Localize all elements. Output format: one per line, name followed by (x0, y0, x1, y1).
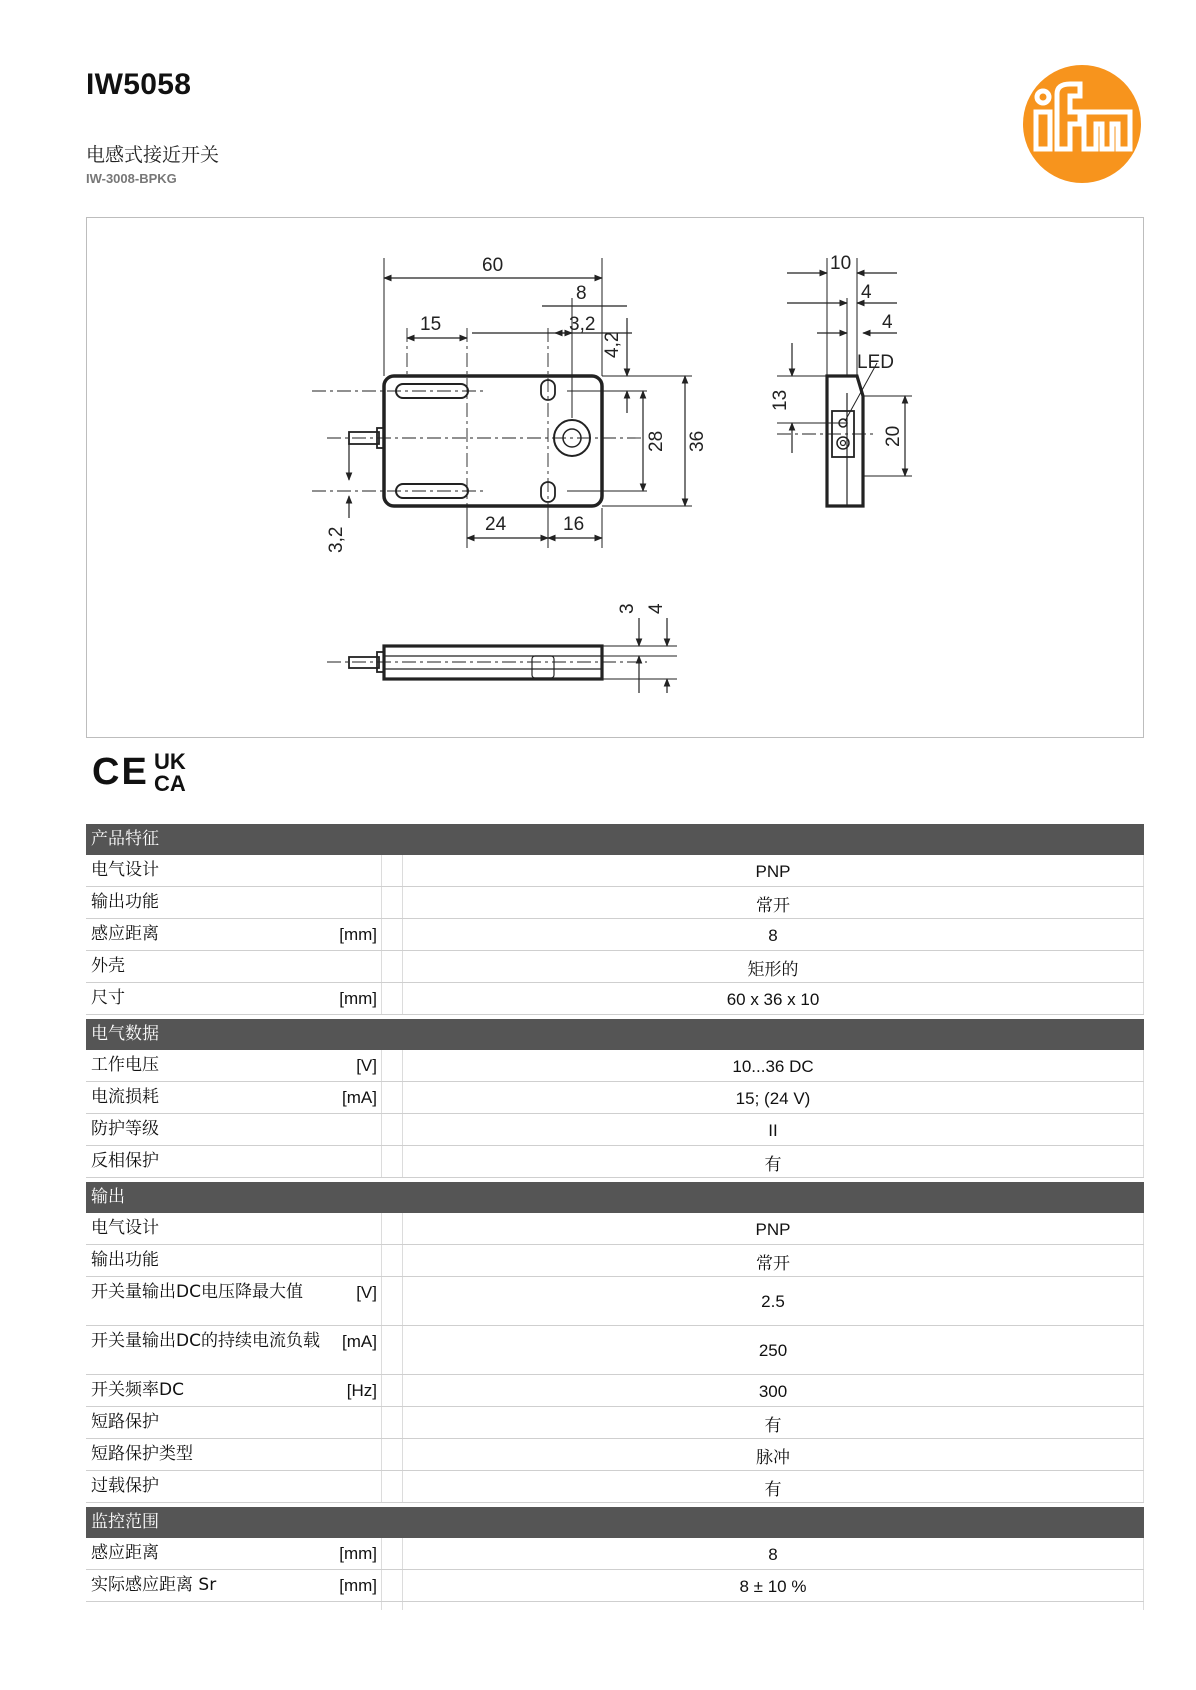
spec-label-cell (86, 1538, 382, 1569)
spec-value: 8 (402, 919, 1144, 950)
spec-value: 8 (402, 1538, 1144, 1569)
spec-label-cell (86, 1277, 382, 1325)
dim-label: 10 (830, 253, 852, 274)
spec-value: PNP (402, 855, 1144, 886)
spec-row (86, 1082, 1144, 1114)
spec-label: 工作电压 (91, 1055, 159, 1075)
spec-unit: [mm] (339, 1544, 377, 1563)
spec-row-cut (86, 1602, 1144, 1610)
spec-label: 电流损耗 (91, 1087, 159, 1107)
spec-row (86, 1439, 1144, 1471)
spec-row (86, 1213, 1144, 1245)
spec-row (86, 951, 1144, 983)
spec-row (86, 1326, 1144, 1375)
spec-unit: [mm] (339, 925, 377, 944)
spec-label: 过载保护 (91, 1476, 159, 1496)
dim-label: 60 (482, 255, 504, 276)
spec-label: 输出功能 (91, 1250, 159, 1270)
dim-label: 28 (646, 430, 667, 452)
product-code: IW-3008-BPKG (86, 171, 177, 186)
product-title: IW5058 (86, 68, 192, 101)
ifm-logo (1022, 64, 1142, 184)
spec-label: 外壳 (91, 956, 125, 976)
dim-label: 4 (646, 603, 667, 614)
spec-label-cell (86, 1213, 382, 1244)
spec-value: 15; (24 V) (402, 1082, 1144, 1113)
ce-mark: CE (92, 751, 149, 793)
spec-row (86, 1375, 1144, 1407)
spec-row (86, 919, 1144, 951)
dimension-drawing (86, 217, 1144, 738)
spec-label: 开关量输出DC的持续电流负载 (91, 1331, 320, 1351)
spec-row (86, 1050, 1144, 1082)
spec-label: 短路保护 (91, 1412, 159, 1432)
spec-label-cell (86, 1082, 382, 1113)
spec-label-cell (86, 1407, 382, 1438)
dim-label: 3 (617, 603, 638, 614)
top-view-body (384, 376, 602, 506)
spec-row (86, 1146, 1144, 1178)
spec-value: 300 (402, 1375, 1144, 1406)
spec-unit: [V] (356, 1283, 377, 1302)
spec-label: 感应距离 (91, 924, 159, 944)
product-subtitle: 电感式接近开关 (86, 144, 220, 166)
spec-row (86, 1570, 1144, 1602)
spec-row (86, 1538, 1144, 1570)
spec-value: 2.5 (402, 1277, 1144, 1325)
spec-row (86, 983, 1144, 1015)
spec-label-cell (86, 1114, 382, 1145)
spec-unit: [mA] (342, 1332, 377, 1351)
spec-label: 输出功能 (91, 892, 159, 912)
spec-row (86, 1407, 1144, 1439)
spec-value: 脉冲 (402, 1439, 1144, 1470)
section-header: 输出 (86, 1182, 1144, 1213)
spec-value: PNP (402, 1213, 1144, 1244)
dim-label: 8 (576, 283, 587, 304)
spec-value: 常开 (402, 1245, 1144, 1276)
spec-label: 感应距离 (91, 1543, 159, 1563)
spec-value: 有 (402, 1407, 1144, 1438)
spec-label-cell (86, 983, 382, 1014)
spec-label-cell (86, 1471, 382, 1502)
spec-value: 8 ± 10 % (402, 1570, 1144, 1601)
spec-label-cell (86, 1326, 382, 1374)
spec-value: 矩形的 (402, 951, 1144, 982)
spec-row (86, 1277, 1144, 1326)
spec-label-cell (86, 1146, 382, 1177)
spec-label-cell (86, 1245, 382, 1276)
dim-label: 4 (882, 312, 893, 333)
dim-label: 24 (485, 514, 507, 535)
spec-row (86, 1245, 1144, 1277)
spec-row (86, 1471, 1144, 1503)
dim-label: 4 (861, 282, 872, 303)
spec-value: 250 (402, 1326, 1144, 1374)
edge-view-body (384, 646, 602, 679)
spec-label-cell (86, 855, 382, 886)
spec-label-cell (86, 887, 382, 918)
dimension-drawing-svg (87, 218, 1145, 739)
spec-label: 尺寸 (91, 988, 125, 1008)
spec-unit: [mm] (339, 989, 377, 1008)
certification-marks (92, 748, 202, 793)
spec-unit: [mA] (342, 1088, 377, 1107)
spec-label: 反相保护 (91, 1151, 159, 1171)
spec-label-cell (86, 951, 382, 982)
spec-label: 开关量输出DC电压降最大值 (91, 1282, 303, 1302)
spec-label: 电气设计 (91, 860, 159, 880)
spec-label: 开关频率DC (91, 1380, 184, 1400)
dim-label: 13 (770, 389, 791, 411)
section-header: 监控范围 (86, 1507, 1144, 1538)
led-label: LED (857, 352, 894, 373)
spec-label-cell (86, 1439, 382, 1470)
spec-row (86, 1114, 1144, 1146)
ukca-mark-bottom: CA (154, 771, 186, 793)
dim-label: 16 (563, 514, 585, 535)
spec-value: 常开 (402, 887, 1144, 918)
dim-label: 4,2 (602, 331, 623, 358)
spec-label-cell (86, 919, 382, 950)
spec-row (86, 887, 1144, 919)
section-header: 产品特征 (86, 824, 1144, 855)
ukca-mark-top: UK (154, 749, 186, 774)
dim-label: 3,2 (326, 526, 347, 553)
spec-value: 10...36 DC (402, 1050, 1144, 1081)
dim-label: 36 (687, 430, 708, 452)
spec-value: 有 (402, 1146, 1144, 1177)
section-header: 电气数据 (86, 1019, 1144, 1050)
spec-table (86, 824, 1144, 1610)
dim-label: 15 (420, 314, 442, 335)
spec-label-cell (86, 1570, 382, 1601)
dim-label: 20 (883, 425, 904, 447)
spec-value: 60 x 36 x 10 (402, 983, 1144, 1014)
spec-label: 电气设计 (91, 1218, 159, 1238)
spec-unit: [V] (356, 1056, 377, 1075)
spec-unit: [Hz] (346, 1381, 377, 1400)
spec-label: 实际感应距离 Sr (91, 1575, 217, 1595)
spec-row (86, 855, 1144, 887)
spec-label: 防护等级 (91, 1119, 159, 1139)
spec-unit: [mm] (339, 1576, 377, 1595)
spec-label: 短路保护类型 (91, 1444, 193, 1464)
spec-value: II (402, 1114, 1144, 1145)
spec-label-cell (86, 1050, 382, 1081)
spec-value: 有 (402, 1471, 1144, 1502)
spec-label-cell (86, 1375, 382, 1406)
dim-label: 3,2 (569, 314, 596, 335)
